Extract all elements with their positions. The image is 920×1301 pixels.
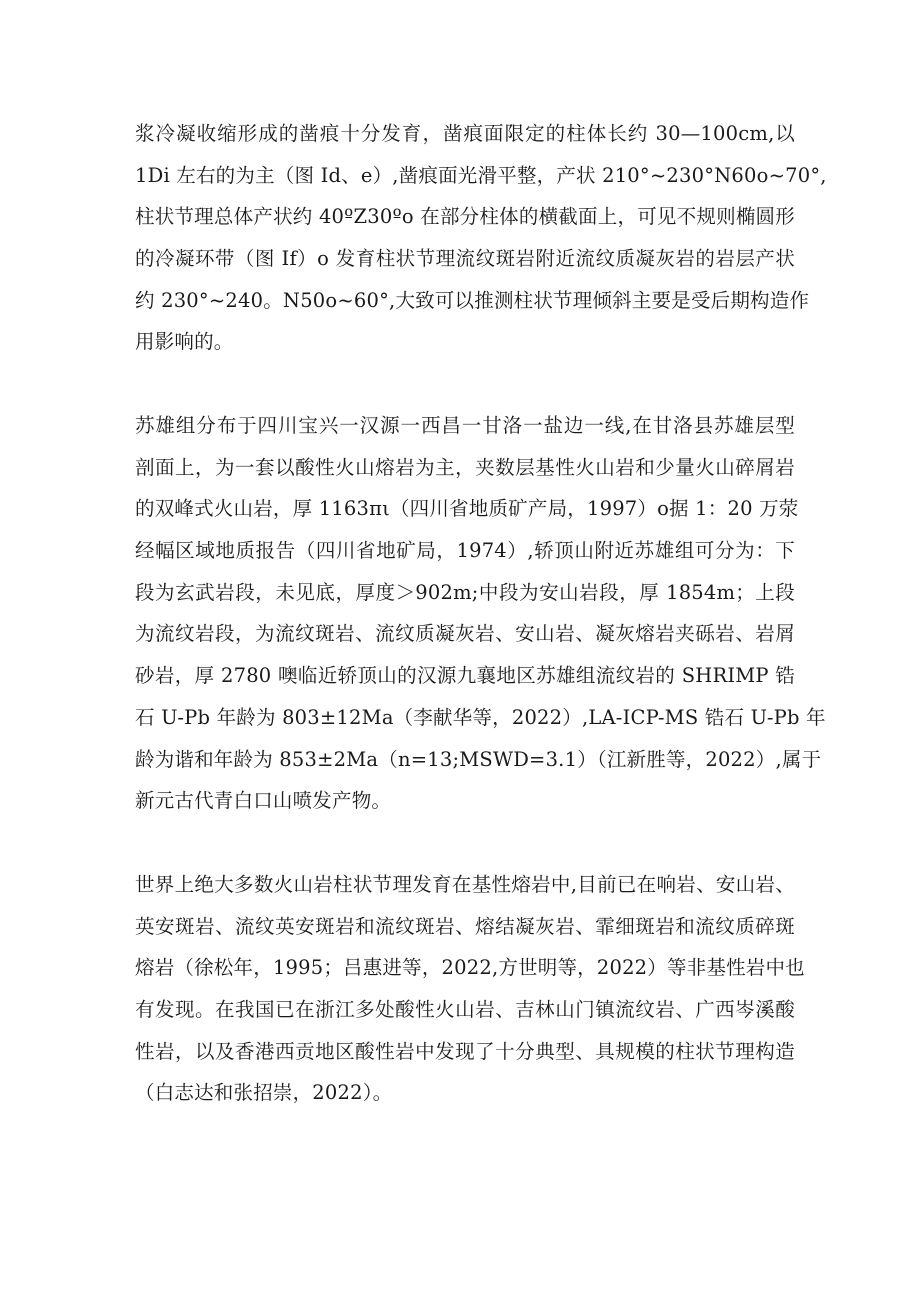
text-line: 剖面上，为一套以酸性火山熔岩为主，夹数层基性火山岩和少量火山碎屑岩 bbox=[135, 455, 795, 479]
text-line: 熔岩（徐松年，1995；吕惠进等，2022,方世明等，2022）等非基性岩中也 bbox=[135, 956, 805, 980]
paragraph-world-occurrence bbox=[135, 864, 805, 1114]
text-line: 苏雄组分布于四川宝兴一汉源一西昌一甘洛一盐边一线,在甘洛县苏雄层型 bbox=[135, 414, 795, 437]
text-line: 砂岩，厚 2780 噢临近轿顶山的汉源九襄地区苏雄组流纹岩的 SHRIMP 锆 bbox=[135, 664, 795, 688]
text-line: 新元古代青白口山喷发产物。 bbox=[135, 789, 392, 813]
text-line: 浆冷凝收缩形成的凿痕十分发育，凿痕面限定的柱体长约 30—100cm,以 bbox=[135, 122, 795, 145]
text-line: 为流纹岩段，为流纹斑岩、流纹质凝灰岩、安山岩、凝灰熔岩夹砾岩、岩屑 bbox=[135, 622, 795, 646]
paragraph-columnar-joints bbox=[135, 113, 827, 363]
text-line: 段为玄武岩段，未见底，厚度＞902m;中段为安山岩段，厚 1854m；上段 bbox=[135, 580, 795, 604]
text-line: 性岩，以及香港西贡地区酸性岩中发现了十分典型、具规模的柱状节理构造 bbox=[135, 1039, 795, 1063]
text-line: 柱状节理总体产状约 40ºZ30ºo 在部分柱体的横截面上，可见不规则椭圆形 bbox=[135, 205, 795, 229]
text-line: 英安斑岩、流纹英安斑岩和流纹斑岩、熔结凝灰岩、霏细斑岩和流纹质碎斑 bbox=[135, 914, 795, 938]
paragraph-suxiong-formation bbox=[135, 405, 826, 822]
text-line: 石 U-Pb 年龄为 803±12Ma（李献华等，2022）,LA-ICP-MS 锆石 U-Pb 年 bbox=[135, 705, 826, 729]
text-line: （白志达和张招崇，2022）。 bbox=[135, 1081, 393, 1105]
text-line: 用影响的。 bbox=[135, 330, 234, 354]
text-line: 的双峰式火山岩，厚 1163πι（四川省地质矿产局，1997）o据 1：20 万荥 bbox=[135, 497, 799, 521]
text-line: 的冷凝环带（图 If）o 发育柱状节理流纹斑岩附近流纹质凝灰岩的岩层产状 bbox=[135, 247, 795, 271]
text-line: 有发现。在我国已在浙江多处酸性火山岩、吉林山门镇流纹岩、广西岑溪酸 bbox=[135, 998, 795, 1022]
text-line: 1Di 左右的为主（图 Id、e）,凿痕面光滑平整，产状 210°~230°N60o~70°, bbox=[135, 163, 827, 187]
text-line: 约 230°~240。N50o~60°,大致可以推测柱状节理倾斜主要是受后期构造作 bbox=[135, 288, 810, 312]
text-line: 经幅区域地质报告（四川省地矿局，1974）,轿顶山附近苏雄组可分为：下 bbox=[135, 539, 795, 563]
text-line: 世界上绝大多数火山岩柱状节理发育在基性熔岩中,目前已在响岩、安山岩、 bbox=[135, 873, 795, 896]
text-line: 龄为谐和年龄为 853±2Ma（n=13;MSWD=3.1）（江新胜等，2022）,属于 bbox=[135, 747, 822, 771]
